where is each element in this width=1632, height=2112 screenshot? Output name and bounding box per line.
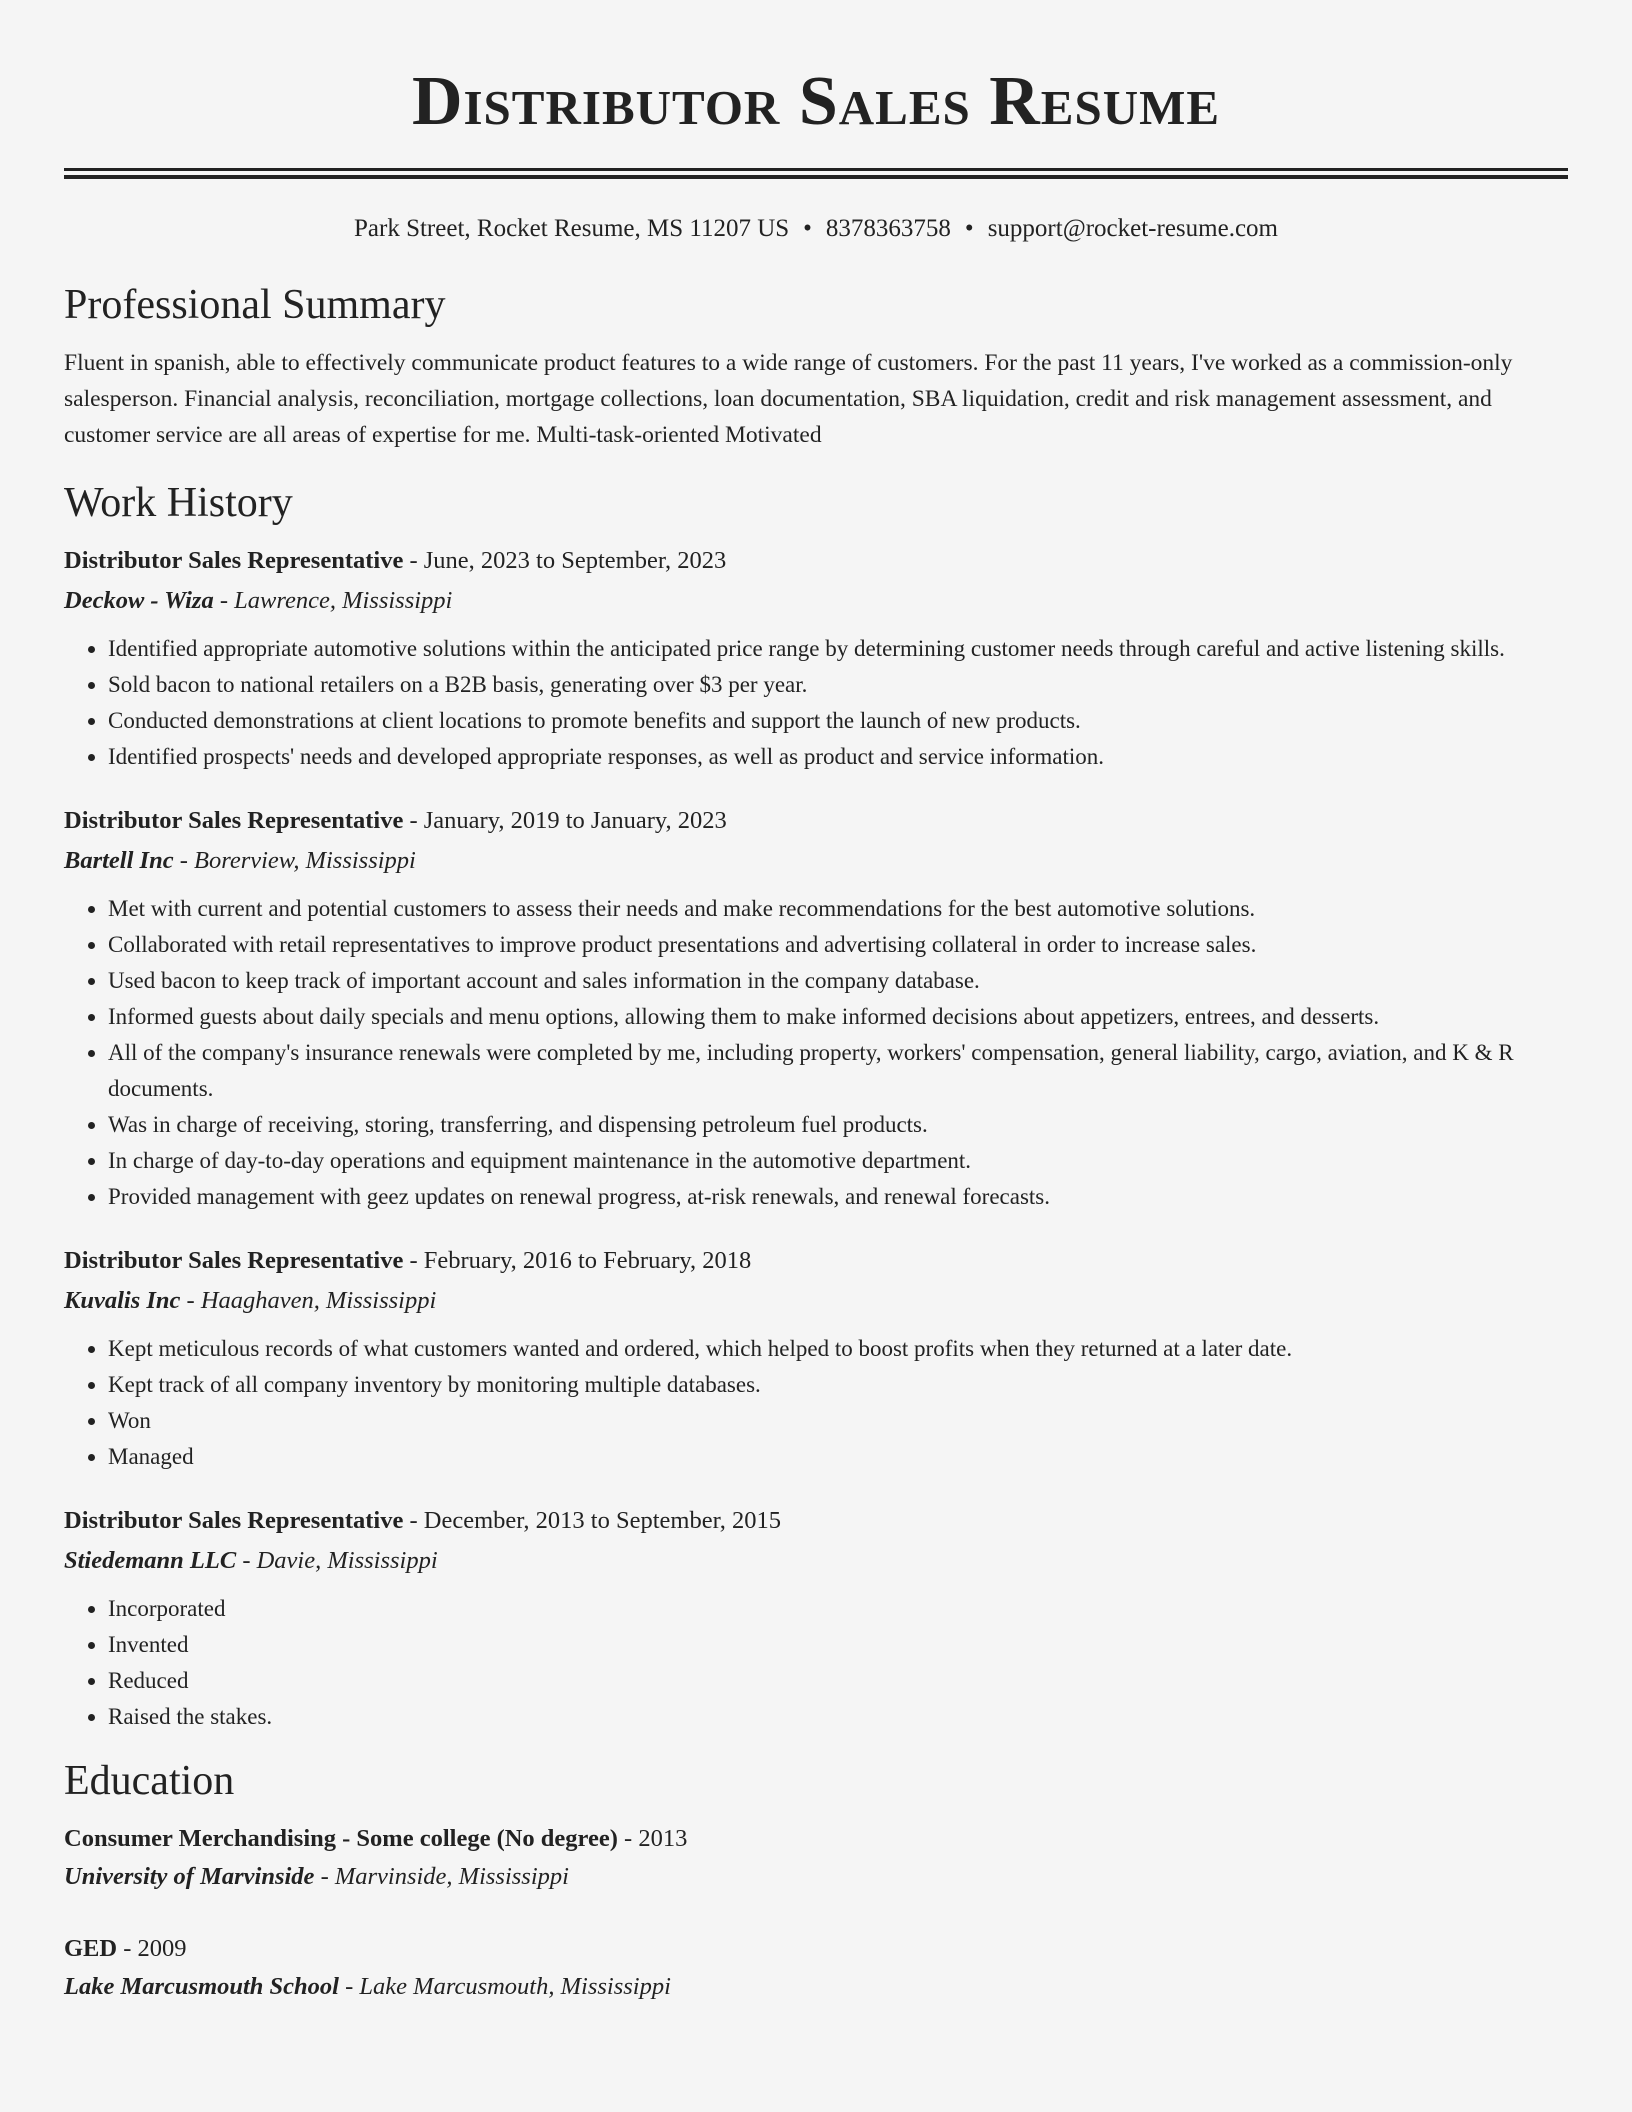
job-title: Distributor Sales Representative bbox=[64, 1507, 404, 1534]
contact-address: Park Street, Rocket Resume, MS 11207 US bbox=[354, 215, 790, 242]
job-bullet: • Reduced bbox=[108, 1663, 1568, 1699]
education-year: - 2013 bbox=[617, 1825, 688, 1852]
job-bullets bbox=[64, 1331, 1568, 1475]
education-school-line bbox=[64, 1969, 1568, 2005]
education-school: Lake Marcusmouth School bbox=[64, 1973, 339, 2000]
job-title-line bbox=[64, 803, 1568, 839]
job-company-line bbox=[64, 583, 1568, 619]
contact-email[interactable]: support@rocket-resume.com bbox=[987, 215, 1278, 242]
education-list bbox=[64, 1821, 1568, 2005]
job-bullet: • Managed bbox=[108, 1439, 1568, 1475]
education-heading: Education bbox=[64, 1758, 235, 1804]
education-degree-line bbox=[64, 1821, 1568, 1857]
job-bullet: • Informed guests about daily specials and menu options, allowing them to make informed decisions about appetizers, entrees, and desserts. bbox=[108, 999, 1568, 1035]
job-title: Distributor Sales Representative bbox=[64, 547, 404, 574]
job-entry bbox=[64, 1243, 1568, 1475]
job-bullet: • Sold bacon to national retailers on a B2B basis, generating over $3 per year. bbox=[108, 667, 1568, 703]
job-bullet: • Kept meticulous records of what customers wanted and ordered, which helped to boost profits when they returned at a later date. bbox=[108, 1331, 1568, 1367]
job-entry bbox=[64, 803, 1568, 1215]
summary-text: Fluent in spanish, able to effectively communicate product features to a wide range of customers. For the past 11 years, I've worked as a commission-only salesperson. Financial analysis, reconciliation, mortgage collections, loan documentation, SBA liquidation, credit and risk management assessment, and customer service are all areas of expertise for me. Multi-task-oriented Motivated bbox=[64, 350, 1513, 448]
job-title: Distributor Sales Representative bbox=[64, 807, 404, 834]
job-title: Distributor Sales Representative bbox=[64, 1247, 404, 1274]
education-degree: GED bbox=[64, 1935, 118, 1962]
job-bullet: • Collaborated with retail representatives to improve product presentations and advertising collateral in order to increase sales. bbox=[108, 927, 1568, 963]
job-company-line bbox=[64, 1543, 1568, 1579]
job-location: - Lawrence, Mississippi bbox=[213, 587, 453, 614]
job-bullet: • All of the company's insurance renewals were completed by me, including property, workers' compensation, general liability, cargo, aviation, and K & R documents. bbox=[108, 1035, 1568, 1107]
job-bullet: • Used bacon to keep track of important account and sales information in the company database. bbox=[108, 963, 1568, 999]
job-bullet: • Met with current and potential customers to assess their needs and make recommendations for the best automotive solutions. bbox=[108, 891, 1568, 927]
job-dates: - January, 2019 to January, 2023 bbox=[403, 807, 727, 834]
job-bullet: • Conducted demonstrations at client locations to promote benefits and support the launch of new products. bbox=[108, 703, 1568, 739]
education-location: - Lake Marcusmouth, Mississippi bbox=[339, 1973, 671, 2000]
job-bullet: • Provided management with geez updates on renewal progress, at-risk renewals, and renewal forecasts. bbox=[108, 1179, 1568, 1215]
job-location: - Borerview, Mississippi bbox=[173, 847, 416, 874]
job-dates: - December, 2013 to September, 2015 bbox=[403, 1507, 782, 1534]
job-bullets bbox=[64, 631, 1568, 775]
education-entry bbox=[64, 1931, 1568, 2005]
work-history-heading: Work History bbox=[64, 480, 293, 526]
job-title-line bbox=[64, 543, 1568, 579]
job-bullet: • In charge of day-to-day operations and equipment maintenance in the automotive department. bbox=[108, 1143, 1568, 1179]
education-entry bbox=[64, 1821, 1568, 1895]
job-bullet: • Kept track of all company inventory by monitoring multiple databases. bbox=[108, 1367, 1568, 1403]
education-degree-line bbox=[64, 1931, 1568, 1967]
resume-title: Distributor Sales Resume bbox=[411, 63, 1221, 140]
job-bullet: • Was in charge of receiving, storing, transferring, and dispensing petroleum fuel products. bbox=[108, 1107, 1568, 1143]
job-dates: - February, 2016 to February, 2018 bbox=[403, 1247, 752, 1274]
education-school: University of Marvinside bbox=[64, 1863, 315, 1890]
education-school-line bbox=[64, 1859, 1568, 1895]
job-bullet: • Won bbox=[108, 1403, 1568, 1439]
job-bullets bbox=[64, 891, 1568, 1215]
job-bullet: • Identified prospects' needs and developed appropriate responses, as well as product and service information. bbox=[108, 739, 1568, 775]
job-location: - Haaghaven, Mississippi bbox=[180, 1287, 437, 1314]
title-double-rule bbox=[64, 168, 1568, 179]
job-title-line bbox=[64, 1503, 1568, 1539]
job-bullets bbox=[64, 1591, 1568, 1735]
job-company-line bbox=[64, 843, 1568, 879]
contact-separator: • bbox=[803, 215, 812, 242]
job-company-line bbox=[64, 1283, 1568, 1319]
contact-phone: 8378363758 bbox=[825, 215, 951, 242]
job-entry bbox=[64, 1503, 1568, 1735]
job-bullet: • Identified appropriate automotive solutions within the anticipated price range by determining customer needs through careful and active listening skills. bbox=[108, 631, 1568, 667]
job-dates: - June, 2023 to September, 2023 bbox=[403, 547, 727, 574]
job-bullet: • Incorporated bbox=[108, 1591, 1568, 1627]
job-bullet: • Invented bbox=[108, 1627, 1568, 1663]
job-location: - Davie, Mississippi bbox=[236, 1547, 438, 1574]
education-degree: Consumer Merchandising - Some college (No degree) bbox=[64, 1825, 618, 1852]
job-company: Stiedemann LLC bbox=[64, 1547, 237, 1574]
job-company: Kuvalis Inc bbox=[64, 1287, 181, 1314]
job-entry bbox=[64, 543, 1568, 775]
work-history-list bbox=[64, 543, 1568, 1735]
job-company: Bartell Inc bbox=[64, 847, 174, 874]
education-location: - Marvinside, Mississippi bbox=[314, 1863, 569, 1890]
education-year: - 2009 bbox=[117, 1935, 187, 1962]
job-bullet: • Raised the stakes. bbox=[108, 1699, 1568, 1735]
summary-heading: Professional Summary bbox=[64, 282, 446, 328]
job-title-line bbox=[64, 1243, 1568, 1279]
contact-separator: • bbox=[964, 215, 974, 242]
contact-line bbox=[64, 213, 1568, 245]
job-company: Deckow - Wiza bbox=[64, 587, 214, 614]
